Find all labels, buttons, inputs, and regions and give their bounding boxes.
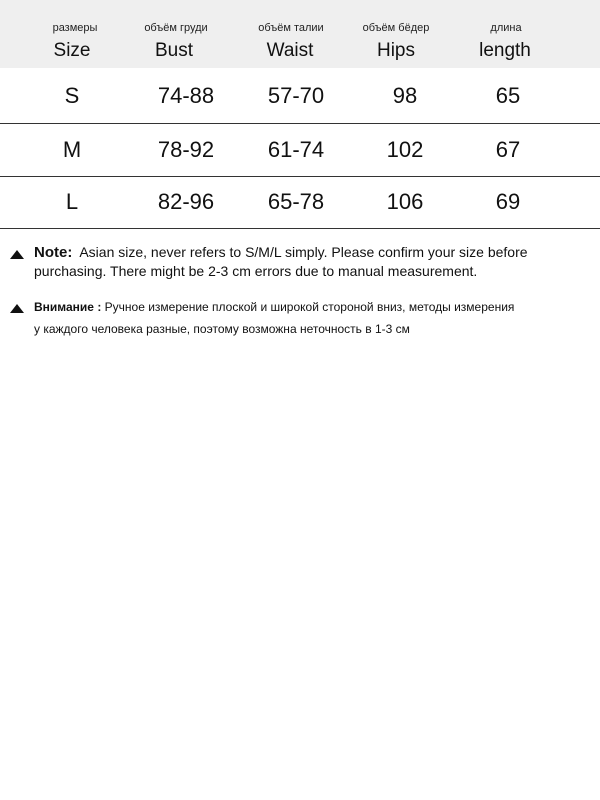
cell-hips: 98 — [392, 83, 418, 108]
note-line-2: purchasing. There might be 2-3 cm errors due to manual measurement. — [34, 263, 478, 279]
row-divider — [0, 228, 600, 229]
header-length-ru: длина — [490, 22, 522, 34]
cell-bust: 74-88 — [157, 83, 215, 108]
cell-waist: 65-78 — [267, 189, 325, 214]
header-size-en: Size — [53, 40, 91, 61]
note-english — [10, 240, 598, 284]
warning-triangle-icon — [10, 304, 24, 313]
note-label: Note: — [34, 244, 73, 261]
cell-bust: 78-92 — [157, 137, 215, 162]
header-bust-en: Bust — [154, 40, 194, 61]
cell-bust: 82-96 — [157, 189, 215, 214]
table-header — [0, 0, 600, 68]
cell-size: L — [65, 189, 79, 214]
cell-hips: 106 — [386, 189, 424, 214]
note-ru-line-2: у каждого человека разные, поэтому возможна неточность в 1-3 см — [34, 322, 410, 336]
note-ru-label: Внимание : — [34, 300, 102, 314]
header-bust-ru: объём груди — [144, 22, 208, 34]
warning-triangle-icon — [10, 250, 24, 259]
cell-size: M — [62, 137, 82, 162]
header-waist-ru: объём талии — [258, 22, 324, 34]
cell-hips: 102 — [386, 137, 424, 162]
header-waist-en: Waist — [266, 40, 314, 61]
note-line-1: Asian size, never refers to S/M/L simply. Please confirm your size before — [79, 244, 528, 260]
cell-waist: 61-74 — [267, 137, 325, 162]
note-russian — [10, 296, 598, 344]
table-row — [0, 70, 600, 122]
table-row — [0, 176, 600, 228]
cell-size: S — [64, 83, 80, 108]
cell-waist: 57-70 — [267, 83, 325, 108]
header-hips-en: Hips — [376, 40, 416, 61]
header-size-ru: размеры — [52, 22, 98, 34]
note-ru-line-1: Ручное измерение плоской и широкой стороной вниз, методы измерения — [104, 300, 515, 314]
cell-length: 69 — [495, 189, 521, 214]
header-hips-ru: объём бёдер — [362, 22, 430, 34]
table-row — [0, 124, 600, 176]
cell-length: 67 — [495, 137, 521, 162]
cell-length: 65 — [495, 83, 521, 108]
header-length-en: length — [479, 40, 531, 61]
